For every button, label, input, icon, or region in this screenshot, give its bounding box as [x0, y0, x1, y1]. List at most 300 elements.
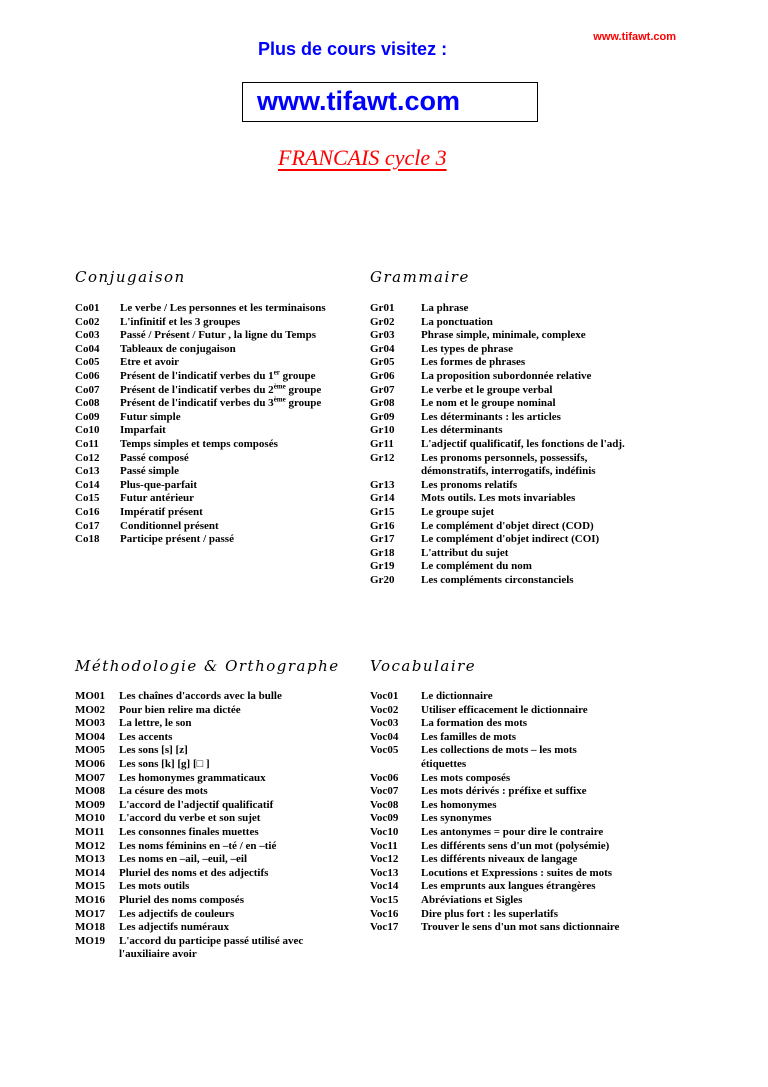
- item-label-text: Plus-que-parfait: [120, 478, 197, 491]
- list-item: [75, 520, 365, 534]
- section-title-grammaire: Grammaire: [370, 268, 470, 286]
- list-item: [75, 812, 365, 826]
- vocabulaire-list: [370, 690, 670, 935]
- item-label-superscript: er: [273, 368, 280, 377]
- item-code: Co02: [75, 315, 100, 328]
- item-label-text: Dire plus fort : les superlatifs: [421, 907, 558, 920]
- item-code: Voc03: [370, 717, 399, 730]
- item-label: [120, 533, 365, 547]
- item-label: [421, 492, 670, 506]
- item-label-suffix: groupe: [285, 383, 322, 396]
- item-label-text: Imparfait: [120, 424, 166, 437]
- item-label: [120, 424, 365, 438]
- item-label-text: La phrase: [421, 302, 469, 314]
- item-code: Co17: [75, 519, 100, 532]
- item-label-text: Phrase simple, minimale, complexe: [421, 329, 586, 342]
- section-title-conjugaison: Conjugaison: [75, 268, 186, 286]
- list-item: [370, 840, 670, 854]
- item-code: Co01: [75, 302, 100, 314]
- item-label: [120, 316, 365, 330]
- item-label-suffix: groupe: [285, 397, 322, 410]
- item-label: [421, 479, 670, 493]
- list-item: [370, 424, 670, 438]
- item-code: MO12: [75, 839, 105, 852]
- item-code: MO09: [75, 798, 105, 811]
- section-title-methodologie: Méthodologie & Orthographe: [75, 657, 340, 675]
- item-label-text: Impératif présent: [120, 505, 203, 518]
- item-code: Voc16: [370, 907, 399, 920]
- item-label: [421, 826, 670, 840]
- list-item: [370, 384, 670, 398]
- item-code: MO17: [75, 907, 105, 920]
- item-label: [421, 717, 670, 731]
- list-item: [370, 867, 670, 881]
- item-code: Voc14: [370, 880, 399, 893]
- item-label-text: Les familles de mots: [421, 730, 517, 743]
- list-item: [75, 479, 365, 493]
- item-label-text: Les adjectifs numéraux: [119, 921, 229, 934]
- item-label: [421, 574, 670, 588]
- item-code: Voc15: [370, 893, 399, 906]
- item-code: Co09: [75, 410, 100, 423]
- item-label: [119, 704, 365, 718]
- item-code: Gr11: [370, 437, 394, 450]
- list-item: [75, 370, 365, 384]
- item-code: Co13: [75, 465, 100, 478]
- item-code: Co03: [75, 329, 100, 342]
- list-item: [75, 840, 365, 854]
- list-item: [370, 302, 670, 316]
- item-label-text: Passé simple: [120, 465, 179, 478]
- item-label-text: La formation des mots: [421, 717, 528, 730]
- item-label-text: Passé composé: [120, 451, 189, 464]
- item-code: Gr18: [370, 546, 395, 559]
- list-item: [370, 894, 670, 908]
- list-item: [75, 533, 365, 547]
- item-code: MO14: [75, 866, 105, 879]
- list-item: [370, 533, 670, 547]
- item-label-text: La ponctuation: [421, 315, 493, 328]
- item-label: [119, 935, 365, 949]
- item-label-text: Tableaux de conjugaison: [120, 342, 236, 355]
- item-label: [119, 731, 365, 745]
- list-item: [75, 492, 365, 506]
- item-label: [421, 370, 670, 384]
- item-label-text: Présent de l'indicatif verbes du 3: [120, 397, 274, 410]
- item-code: Voc13: [370, 866, 399, 879]
- list-item: [75, 452, 365, 466]
- item-label-text: L'accord de l'adjectif qualificatif: [119, 798, 274, 811]
- item-label: [120, 452, 365, 466]
- list-item: [370, 438, 670, 452]
- item-label: [119, 758, 365, 772]
- list-item: [370, 492, 670, 506]
- item-label-text: L'attribut du sujet: [421, 546, 509, 559]
- item-label: [119, 853, 365, 867]
- item-label-text: Participe présent / passé: [120, 533, 234, 546]
- item-label: [421, 356, 670, 370]
- list-item: [370, 316, 670, 330]
- item-code: MO15: [75, 880, 105, 893]
- list-item: [75, 758, 365, 772]
- site-link-big[interactable]: www.tifawt.com: [242, 82, 538, 122]
- item-code: MO08: [75, 785, 105, 798]
- list-item: [75, 302, 365, 316]
- item-label-text: démonstratifs, interrogatifs, indéfinis: [421, 465, 596, 478]
- item-code: Gr07: [370, 383, 395, 396]
- list-item: [370, 921, 670, 935]
- item-label: [120, 397, 365, 411]
- item-label: [120, 465, 365, 479]
- item-label-text: L'adjectif qualificatif, les fonctions de l'adj.: [421, 437, 625, 450]
- item-label-text: Les homonymes: [421, 798, 497, 811]
- list-item: [75, 704, 365, 718]
- item-label-text: Utiliser efficacement le dictionnaire: [421, 703, 588, 716]
- item-label-text: Les noms en –ail, –euil, –eil: [119, 853, 248, 866]
- list-item: [370, 758, 670, 772]
- item-label-text: étiquettes: [421, 757, 467, 770]
- item-label: [421, 840, 670, 854]
- item-code: Gr19: [370, 560, 395, 573]
- item-code: Voc11: [370, 839, 398, 852]
- visit-text: Plus de cours visitez :: [258, 39, 448, 59]
- item-label: [421, 411, 670, 425]
- list-item: [370, 704, 670, 718]
- item-label: [421, 438, 670, 452]
- item-label-text: Les collections de mots – les mots: [421, 744, 577, 757]
- item-label: [119, 812, 365, 826]
- item-label: [421, 908, 670, 922]
- item-code: MO16: [75, 893, 105, 906]
- list-item: [75, 397, 365, 411]
- item-code: [370, 465, 421, 479]
- item-label-text: Les compléments circonstanciels: [421, 573, 574, 586]
- item-code: Voc06: [370, 771, 399, 784]
- item-label: [119, 772, 365, 786]
- list-item: [75, 826, 365, 840]
- item-label: [120, 506, 365, 520]
- item-label-text: Présent de l'indicatif verbes du 2: [120, 383, 274, 396]
- item-label-text: Les synonymes: [421, 812, 492, 825]
- list-item: [370, 717, 670, 731]
- section-title-vocabulaire: Vocabulaire: [370, 657, 477, 675]
- item-label: [120, 329, 365, 343]
- item-label-text: Futur simple: [120, 410, 181, 423]
- item-code: Voc10: [370, 825, 399, 838]
- item-label-text: Les formes de phrases: [421, 356, 526, 369]
- item-label: [120, 492, 365, 506]
- item-label-text: Les sons [k] [g] [□ ]: [119, 757, 210, 770]
- item-label: [120, 343, 365, 357]
- item-label-text: Pluriel des noms composés: [119, 893, 244, 906]
- item-label-text: Les adjectifs de couleurs: [119, 907, 235, 920]
- list-item: [370, 506, 670, 520]
- item-label-text: Le complément d'objet indirect (COI): [421, 533, 600, 546]
- item-label-text: Les mots outils: [119, 880, 190, 893]
- item-code: Co15: [75, 492, 100, 505]
- item-label-text: Les homonymes grammaticaux: [119, 771, 266, 784]
- item-label: [120, 302, 365, 316]
- item-label: [421, 302, 670, 316]
- item-code: Gr16: [370, 519, 395, 532]
- item-code: Voc04: [370, 730, 399, 743]
- item-label-text: Les antonymes = pour dire le contraire: [421, 825, 604, 838]
- item-label-text: l'auxiliaire avoir: [119, 948, 197, 961]
- item-label-text: Les accents: [119, 730, 173, 743]
- item-label: [120, 411, 365, 425]
- item-label-text: Le groupe sujet: [421, 505, 495, 518]
- item-code: Voc05: [370, 744, 399, 757]
- item-label-text: Les types de phrase: [421, 342, 513, 355]
- item-label-text: Les sons [s] [z]: [119, 744, 188, 757]
- list-item: [75, 744, 365, 758]
- item-label-text: Les déterminants: [421, 424, 503, 437]
- item-code: Co16: [75, 505, 100, 518]
- item-label-text: L'accord du verbe et son sujet: [119, 812, 261, 825]
- item-code: [370, 758, 421, 772]
- item-label-text: Passé / Présent / Futur , la ligne du Temps: [120, 329, 316, 342]
- item-label: [421, 785, 670, 799]
- item-code: Co12: [75, 451, 100, 464]
- item-label-text: Le complément d'objet direct (COD): [421, 519, 594, 532]
- item-code: Voc01: [370, 690, 399, 702]
- item-label: [421, 329, 670, 343]
- item-label: [421, 853, 670, 867]
- list-item: [370, 799, 670, 813]
- item-label-text: Les différents sens d'un mot (polysémie): [421, 839, 610, 852]
- item-code: MO05: [75, 744, 105, 757]
- item-code: MO19: [75, 934, 105, 947]
- list-item: [370, 547, 670, 561]
- list-item: [370, 731, 670, 745]
- item-code: Co14: [75, 478, 100, 491]
- item-label-text: La proposition subordonnée relative: [421, 369, 592, 382]
- item-label: [119, 785, 365, 799]
- list-item: [370, 343, 670, 357]
- item-label-text: Le nom et le groupe nominal: [421, 397, 556, 410]
- item-label: [421, 384, 670, 398]
- item-code: MO02: [75, 703, 105, 716]
- item-label-text: Pour bien relire ma dictée: [119, 703, 241, 716]
- list-item: [370, 853, 670, 867]
- item-label-text: Les pronoms relatifs: [421, 478, 518, 491]
- list-item: [75, 465, 365, 479]
- item-label: [119, 948, 365, 962]
- item-code: Co06: [75, 369, 100, 382]
- list-item: [75, 894, 365, 908]
- item-code: Gr06: [370, 369, 395, 382]
- item-code: Gr20: [370, 573, 395, 586]
- item-label-text: Les emprunts aux langues étrangères: [421, 880, 596, 893]
- item-label: [421, 533, 670, 547]
- list-item: [370, 411, 670, 425]
- item-label-text: Les différents niveaux de langage: [421, 853, 578, 866]
- item-label-text: Abréviations et Sigles: [421, 893, 523, 906]
- item-label-text: Trouver le sens d'un mot sans dictionnaire: [421, 921, 620, 934]
- item-code: MO07: [75, 771, 105, 784]
- page-title: FRANCAIS cycle 3: [278, 145, 447, 170]
- list-item: [75, 381, 365, 398]
- item-code: Gr17: [370, 533, 395, 546]
- item-label: [119, 744, 365, 758]
- item-code: Co18: [75, 533, 100, 546]
- item-label-superscript: ème: [273, 395, 286, 404]
- item-code: Co11: [75, 437, 99, 450]
- item-label: [119, 717, 365, 731]
- list-item: [370, 356, 670, 370]
- item-code: Co04: [75, 342, 100, 355]
- item-label-text: La césure des mots: [119, 785, 208, 798]
- list-item: [75, 690, 365, 704]
- item-code: Voc02: [370, 703, 399, 716]
- item-label-text: L'infinitif et les 3 groupes: [120, 315, 241, 328]
- item-code: Voc17: [370, 921, 399, 934]
- list-item: [370, 785, 670, 799]
- item-label: [421, 758, 670, 772]
- list-item: [370, 479, 670, 493]
- item-label: [421, 690, 670, 704]
- item-label-text: Les noms féminins en –té / en –tié: [119, 839, 277, 852]
- item-label-text: Présent de l'indicatif verbes du 1: [120, 369, 274, 382]
- list-item: [75, 880, 365, 894]
- list-item: [75, 853, 365, 867]
- item-label-text: Les pronoms personnels, possessifs,: [421, 451, 588, 464]
- item-label: [421, 894, 670, 908]
- item-label-text: Locutions et Expressions : suites de mots: [421, 866, 613, 879]
- item-label: [120, 356, 365, 370]
- item-code: MO01: [75, 690, 105, 702]
- item-code: Gr14: [370, 492, 395, 505]
- list-item: [75, 438, 365, 452]
- list-item: [370, 908, 670, 922]
- item-code: Co08: [75, 397, 100, 410]
- item-code: MO18: [75, 921, 105, 934]
- conjugaison-list: [75, 302, 365, 547]
- item-label: [421, 772, 670, 786]
- item-label: [421, 921, 670, 935]
- list-item: [370, 772, 670, 786]
- list-item: [75, 908, 365, 922]
- list-item: [75, 785, 365, 799]
- item-label: [421, 560, 670, 574]
- item-label: [421, 316, 670, 330]
- list-item: [75, 506, 365, 520]
- item-code: Gr08: [370, 397, 395, 410]
- item-code: MO11: [75, 825, 105, 838]
- item-code: Gr13: [370, 478, 395, 491]
- item-label: [421, 812, 670, 826]
- list-item: [370, 329, 670, 343]
- item-label-superscript: ème: [273, 381, 286, 390]
- item-label: [421, 731, 670, 745]
- item-label: [421, 506, 670, 520]
- list-item: [370, 880, 670, 894]
- item-label: [119, 908, 365, 922]
- item-code: MO04: [75, 730, 105, 743]
- item-label: [120, 381, 365, 398]
- item-label-text: Conditionnel présent: [120, 519, 219, 532]
- list-item: [75, 867, 365, 881]
- item-label: [421, 867, 670, 881]
- item-code: Voc12: [370, 853, 399, 866]
- item-code: MO10: [75, 812, 105, 825]
- item-code: Gr12: [370, 451, 395, 464]
- item-label: [120, 520, 365, 534]
- list-item: [75, 935, 365, 949]
- item-code: MO06: [75, 757, 105, 770]
- item-label: [421, 397, 670, 411]
- item-code: Gr03: [370, 329, 395, 342]
- list-item: [370, 465, 670, 479]
- item-label: [421, 343, 670, 357]
- item-label-text: Les déterminants : les articles: [421, 410, 561, 423]
- grammaire-list: [370, 302, 670, 587]
- item-label: [421, 424, 670, 438]
- item-code: Gr02: [370, 315, 395, 328]
- item-label: [119, 690, 365, 704]
- item-code: MO03: [75, 717, 105, 730]
- list-item: [370, 370, 670, 384]
- list-item: [75, 772, 365, 786]
- list-item: [75, 316, 365, 330]
- item-code: [75, 948, 119, 962]
- list-item: [75, 411, 365, 425]
- list-item: [75, 329, 365, 343]
- list-item: [75, 948, 365, 962]
- item-label: [421, 520, 670, 534]
- list-item: [370, 397, 670, 411]
- item-code: Voc08: [370, 798, 399, 811]
- item-label: [421, 744, 670, 758]
- list-item: [75, 921, 365, 935]
- list-item: [370, 574, 670, 588]
- item-code: MO13: [75, 853, 105, 866]
- item-code: Co05: [75, 356, 100, 369]
- item-code: Gr09: [370, 410, 395, 423]
- item-label: [120, 370, 365, 384]
- site-link-small[interactable]: www.tifawt.com: [593, 31, 676, 43]
- item-label: [120, 479, 365, 493]
- item-label-text: Les mots composés: [421, 771, 511, 784]
- item-label-text: L'accord du participe passé utilisé avec: [119, 934, 304, 947]
- list-item: [75, 343, 365, 357]
- item-label: [119, 880, 365, 894]
- item-label: [119, 867, 365, 881]
- item-label-text: Les chaînes d'accords avec la bulle: [119, 690, 282, 702]
- list-item: [75, 731, 365, 745]
- item-label: [119, 921, 365, 935]
- item-code: Gr15: [370, 505, 395, 518]
- list-item: [370, 560, 670, 574]
- item-code: Gr04: [370, 342, 395, 355]
- item-label-text: Mots outils. Les mots invariables: [421, 492, 576, 505]
- item-label: [421, 547, 670, 561]
- item-label: [421, 799, 670, 813]
- item-label: [421, 880, 670, 894]
- item-label: [421, 452, 670, 466]
- item-label: [120, 438, 365, 452]
- item-label-text: Le complément du nom: [421, 560, 532, 573]
- item-label-text: Futur antérieur: [120, 492, 195, 505]
- item-label: [119, 894, 365, 908]
- list-item: [75, 356, 365, 370]
- item-code: Gr10: [370, 424, 395, 437]
- list-item: [75, 424, 365, 438]
- item-label-text: La lettre, le son: [119, 717, 192, 730]
- item-label: [119, 799, 365, 813]
- list-item: [370, 690, 670, 704]
- item-label-text: Pluriel des noms et des adjectifs: [119, 866, 269, 879]
